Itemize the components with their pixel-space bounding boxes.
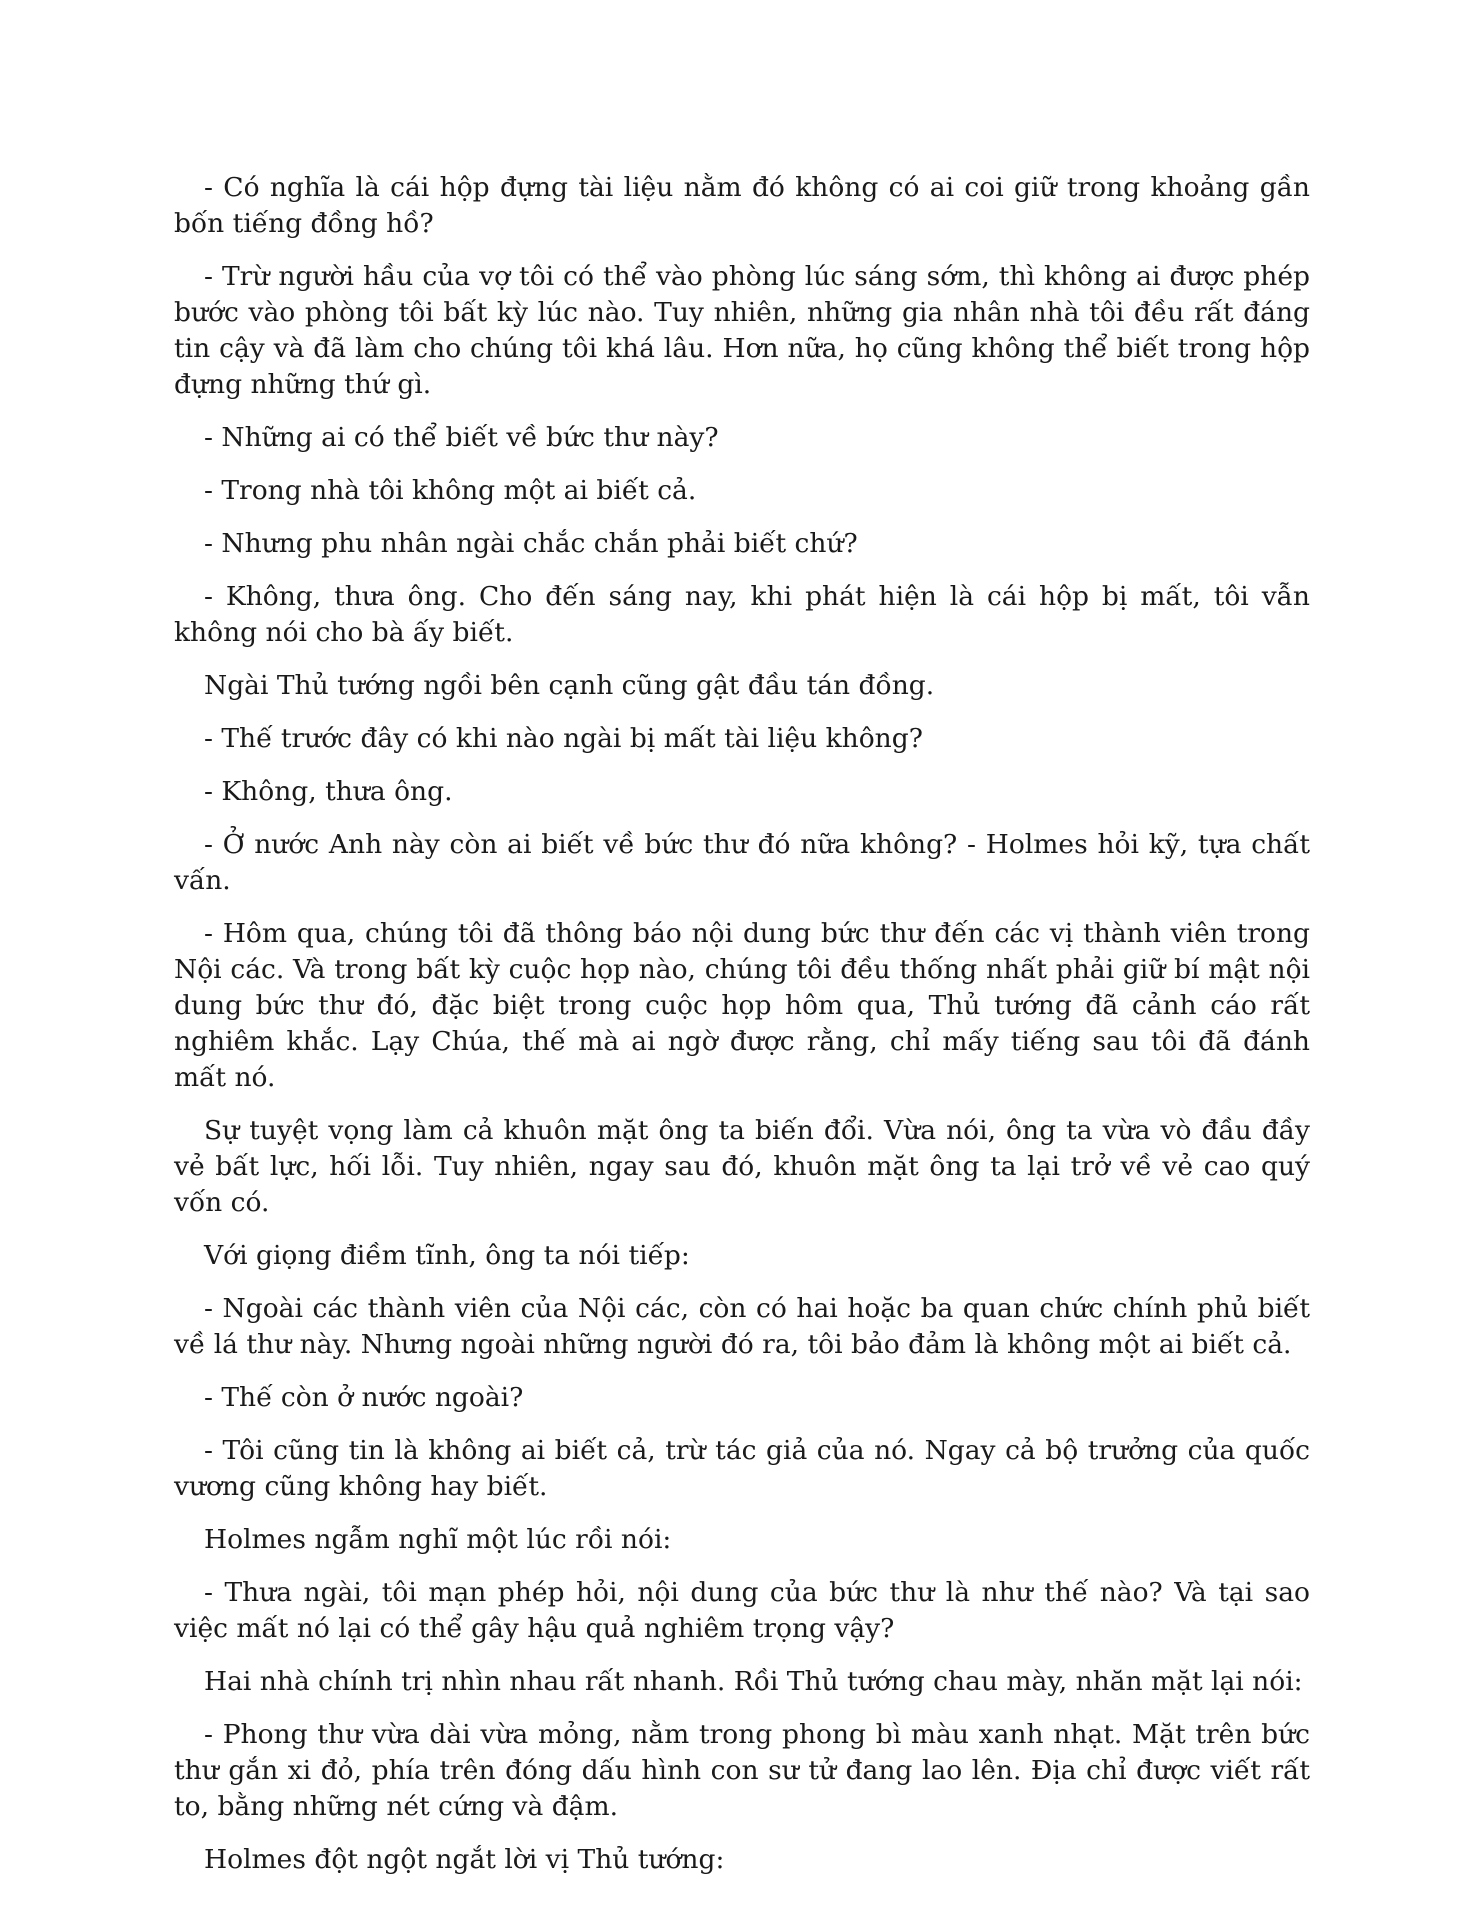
- document-page: [174, 170, 1310, 1895]
- paragraph-14: - Ngoài các thành viên của Nội các, còn có hai hoặc ba quan chức chính phủ biết về lá thư này. Nhưng ngoài những người đó ra, tôi bảo đảm là không một ai biết cả.: [174, 1293, 1310, 1360]
- paragraph-10: - Ở nước Anh này còn ai biết về bức thư đó nữa không? - Holmes hỏi kỹ, tựa chất vấn.: [174, 829, 1310, 896]
- paragraph-11: - Hôm qua, chúng tôi đã thông báo nội dung bức thư đến các vị thành viên trong Nội các. Và trong bất kỳ cuộc họp nào, chúng tôi đều thống nhất phải giữ bí mật nội dung bức thư đó, đặc biệt trong cuộc họp hôm qua, Thủ tướng đã cảnh cáo rất nghiêm khắc. Lạy Chúa, thế mà ai ngờ được rằng, chỉ mấy tiếng sau tôi đã đánh mất nó.: [174, 918, 1310, 1093]
- paragraph-4: - Trong nhà tôi không một ai biết cả.: [204, 475, 697, 506]
- paragraph-7: Ngài Thủ tướng ngồi bên cạnh cũng gật đầu tán đồng.: [204, 670, 935, 701]
- paragraph-2: - Trừ người hầu của vợ tôi có thể vào phòng lúc sáng sớm, thì không ai được phép bước vào phòng tôi bất kỳ lúc nào. Tuy nhiên, những gia nhân nhà tôi đều rất đáng tin cậy và đã làm cho chúng tôi khá lâu. Hơn nữa, họ cũng không thể biết trong hộp đựng những thứ gì.: [174, 261, 1310, 400]
- paragraph-5: - Nhưng phu nhân ngài chắc chắn phải biết chứ?: [204, 528, 858, 559]
- paragraph-9: - Không, thưa ông.: [204, 776, 453, 807]
- paragraph-8: - Thế trước đây có khi nào ngài bị mất tài liệu không?: [204, 723, 923, 754]
- paragraph-18: - Thưa ngài, tôi mạn phép hỏi, nội dung của bức thư là như thế nào? Và tại sao việc mất nó lại có thể gây hậu quả nghiêm trọng vậy?: [174, 1577, 1310, 1644]
- paragraph-1: - Có nghĩa là cái hộp đựng tài liệu nằm đó không có ai coi giữ trong khoảng gần bốn tiếng đồng hồ?: [174, 172, 1310, 239]
- paragraph-17: Holmes ngẫm nghĩ một lúc rồi nói:: [204, 1524, 672, 1555]
- paragraph-16: - Tôi cũng tin là không ai biết cả, trừ tác giả của nó. Ngay cả bộ trưởng của quốc vương cũng không hay biết.: [174, 1435, 1310, 1502]
- paragraph-19: Hai nhà chính trị nhìn nhau rất nhanh. Rồi Thủ tướng chau mày, nhăn mặt lại nói:: [204, 1666, 1303, 1697]
- paragraph-12: Sự tuyệt vọng làm cả khuôn mặt ông ta biến đổi. Vừa nói, ông ta vừa vò đầu đầy vẻ bất lực, hối lỗi. Tuy nhiên, ngay sau đó, khuôn mặt ông ta lại trở về vẻ cao quý vốn có.: [174, 1115, 1310, 1218]
- paragraph-21: Holmes đột ngột ngắt lời vị Thủ tướng:: [204, 1844, 725, 1875]
- paragraph-15: - Thế còn ở nước ngoài?: [204, 1382, 524, 1413]
- paragraph-20: - Phong thư vừa dài vừa mỏng, nằm trong phong bì màu xanh nhạt. Mặt trên bức thư gắn xi đỏ, phía trên đóng dấu hình con sư tử đang lao lên. Địa chỉ được viết rất to, bằng những nét cứng và đậm.: [174, 1719, 1310, 1822]
- paragraph-3: - Những ai có thể biết về bức thư này?: [204, 422, 719, 453]
- paragraph-6: - Không, thưa ông. Cho đến sáng nay, khi phát hiện là cái hộp bị mất, tôi vẫn không nói cho bà ấy biết.: [174, 581, 1310, 648]
- paragraph-13: Với giọng điềm tĩnh, ông ta nói tiếp:: [204, 1240, 690, 1271]
